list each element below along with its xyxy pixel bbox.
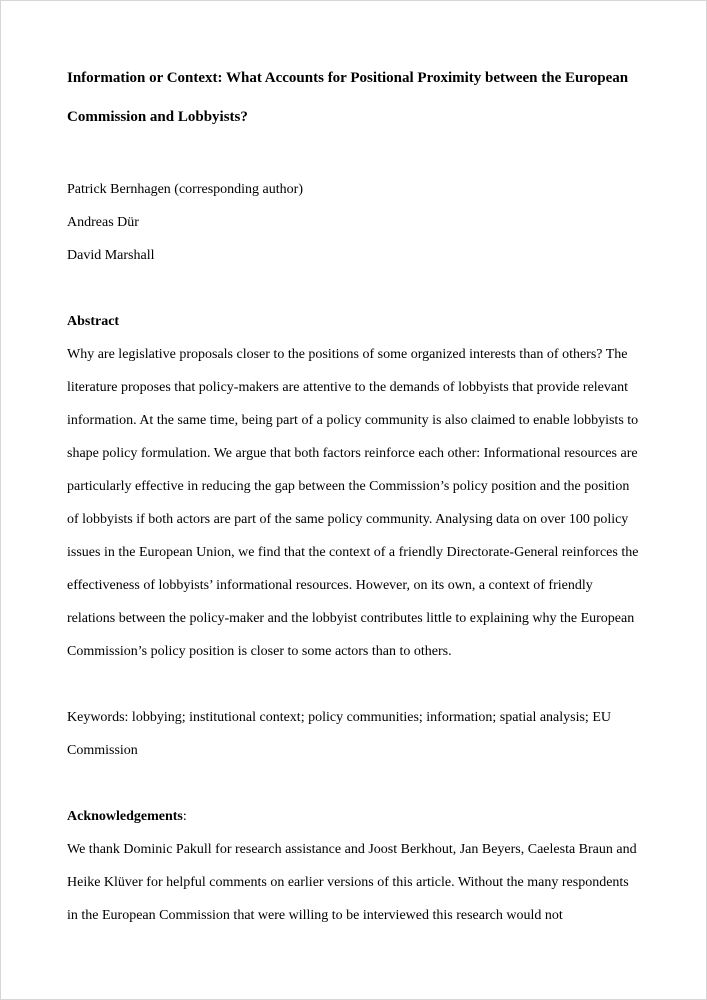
acknowledgements-heading xyxy=(67,800,641,833)
abstract-text: Why are legislative proposals closer to the positions of some organized interests than of others? The literature proposes that policy-makers are attentive to the demands of lobbyists that provide relevant information. At the same time, being part of a policy community is also claimed to enable lobbyists to shape policy formulation. We argue that both factors reinforce each other: Informational resources are particularly effective in reducing the gap between the Commission’s policy position and the position of lobbyists if both actors are part of the same policy community. Analysing data on over 100 policy issues in the European Union, we find that the context of a friendly Directorate-General reinforces the effectiveness of lobbyists’ informational resources. However, on its own, a context of friendly relations between the policy-maker and the lobbyist contributes little to explaining why the European Commission’s policy position is closer to some actors than to others. xyxy=(67,347,639,659)
acknowledgements-text: We thank Dominic Pakull for research assistance and Joost Berkhout, Jan Beyers, Caelesta Braun and Heike Klüver for helpful comments on earlier versions of this article. Without the many respondents in the European Commission that were willing to be interviewed this research would not xyxy=(67,842,637,923)
author-list xyxy=(67,173,641,272)
paper-title: Information or Context: What Accounts for Positional Proximity between the European Commission and Lobbyists? xyxy=(67,70,629,125)
author-line-corresponding: Patrick Bernhagen (corresponding author) xyxy=(67,182,303,197)
author-line-second: Andreas Dür xyxy=(67,215,139,230)
author-line-third: David Marshall xyxy=(67,248,155,263)
abstract-heading: Abstract xyxy=(67,314,120,329)
acknowledgements-heading-colon: : xyxy=(182,809,187,824)
acknowledgements-heading-label: Acknowledgements xyxy=(67,809,183,824)
keywords-line: Keywords: lobbying; institutional context; policy communities; information; spatial analysis; EU Commission xyxy=(67,710,611,758)
